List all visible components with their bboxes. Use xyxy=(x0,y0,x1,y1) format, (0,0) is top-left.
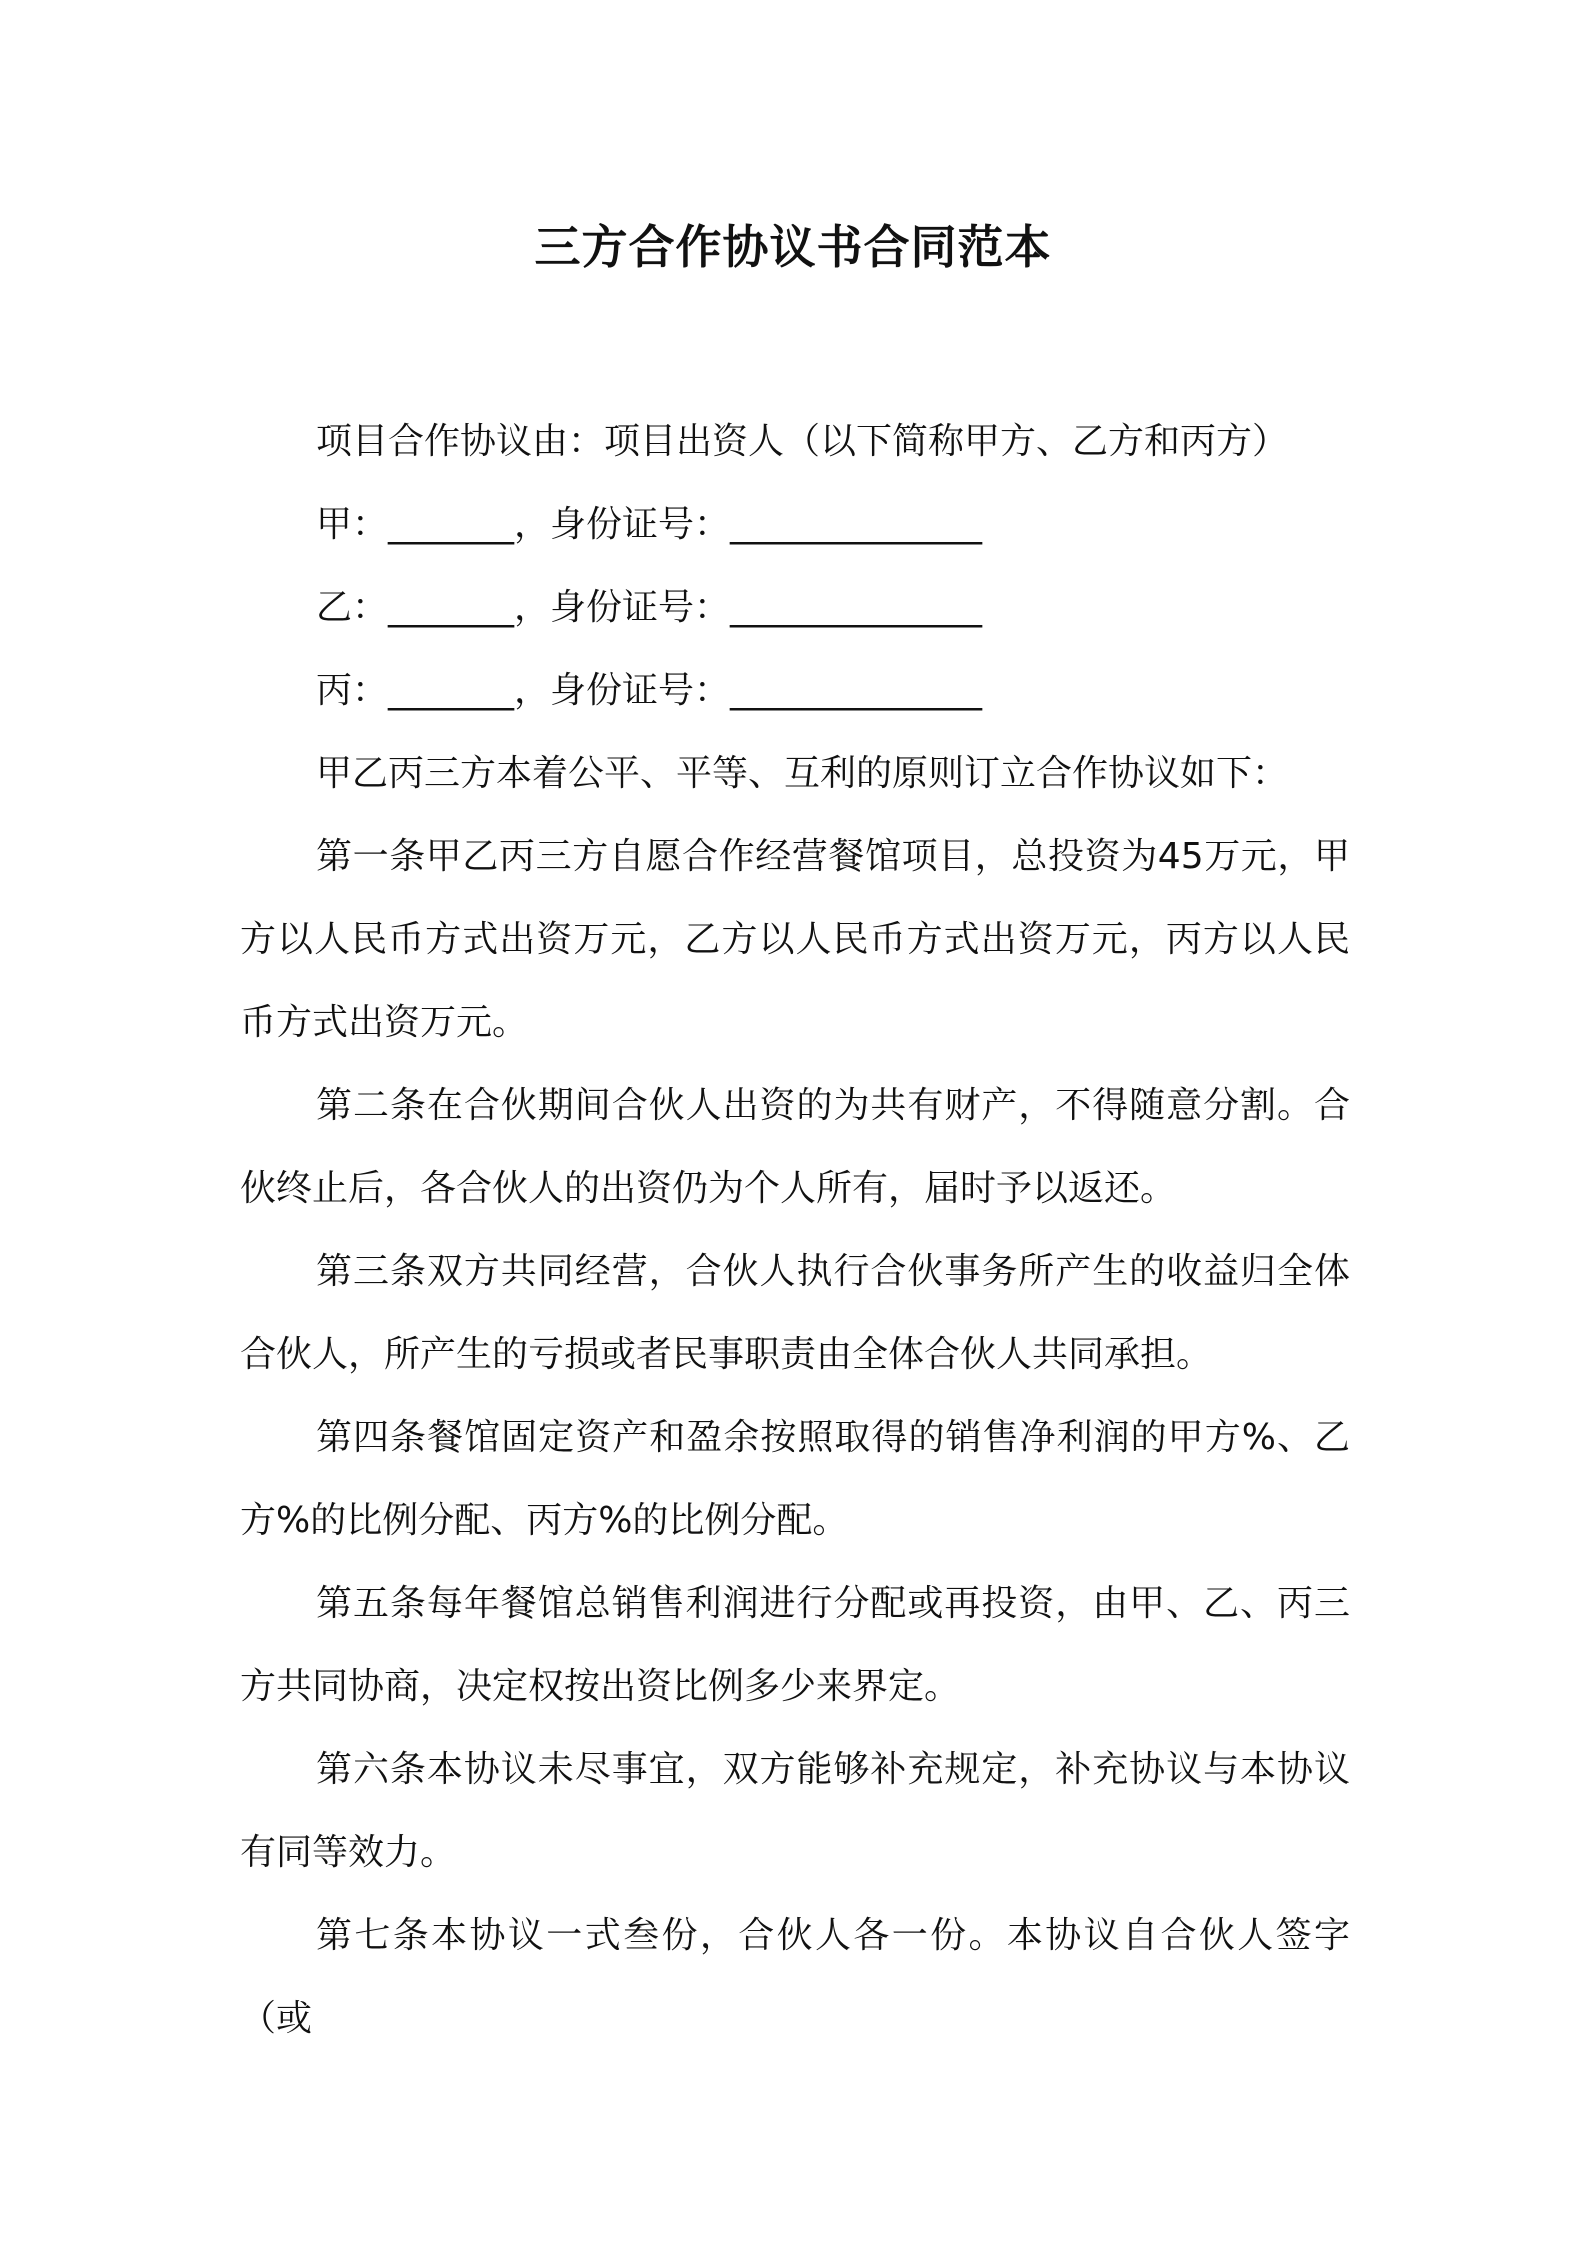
article-2: 第二条在合伙期间合伙人出资的为共有财产，不得随意分割。合伙终止后，各合伙人的出资仍为个人所有，届时予以返还。 xyxy=(240,1085,1350,1209)
article-7: 第七条本协议一式叁份，合伙人各一份。本协议自合伙人签字（或 xyxy=(240,1915,1350,2039)
intro-line: 项目合作协议由：项目出资人（以下简称甲方、乙方和丙方） xyxy=(316,421,1289,462)
article-6: 第六条本协议未尽事宜，双方能够补充规定，补充协议与本协议有同等效力。 xyxy=(240,1749,1350,1873)
party-c-line: 丙：_______，身份证号：______________ xyxy=(316,670,983,711)
document-body xyxy=(240,400,1350,2060)
preamble-line: 甲乙丙三方本着公平、平等、互利的原则订立合作协议如下： xyxy=(316,753,1289,794)
party-a-line: 甲：_______，身份证号：______________ xyxy=(316,504,983,545)
party-b-line: 乙：_______，身份证号：______________ xyxy=(316,587,983,628)
document-title: 三方合作协议书合同范本 xyxy=(534,220,1052,274)
article-1: 第一条甲乙丙三方自愿合作经营餐馆项目，总投资为45万元，甲方以人民币方式出资万元，乙方以人民币方式出资万元，丙方以人民币方式出资万元。 xyxy=(240,836,1350,1043)
article-4: 第四条餐馆固定资产和盈余按照取得的销售净利润的甲方%、乙方%的比例分配、丙方%的比例分配。 xyxy=(240,1417,1350,1541)
article-3: 第三条双方共同经营，合伙人执行合伙事务所产生的收益归全体合伙人，所产生的亏损或者民事职责由全体合伙人共同承担。 xyxy=(240,1251,1350,1375)
article-5: 第五条每年餐馆总销售利润进行分配或再投资，由甲、乙、丙三方共同协商，决定权按出资比例多少来界定。 xyxy=(240,1583,1350,1707)
